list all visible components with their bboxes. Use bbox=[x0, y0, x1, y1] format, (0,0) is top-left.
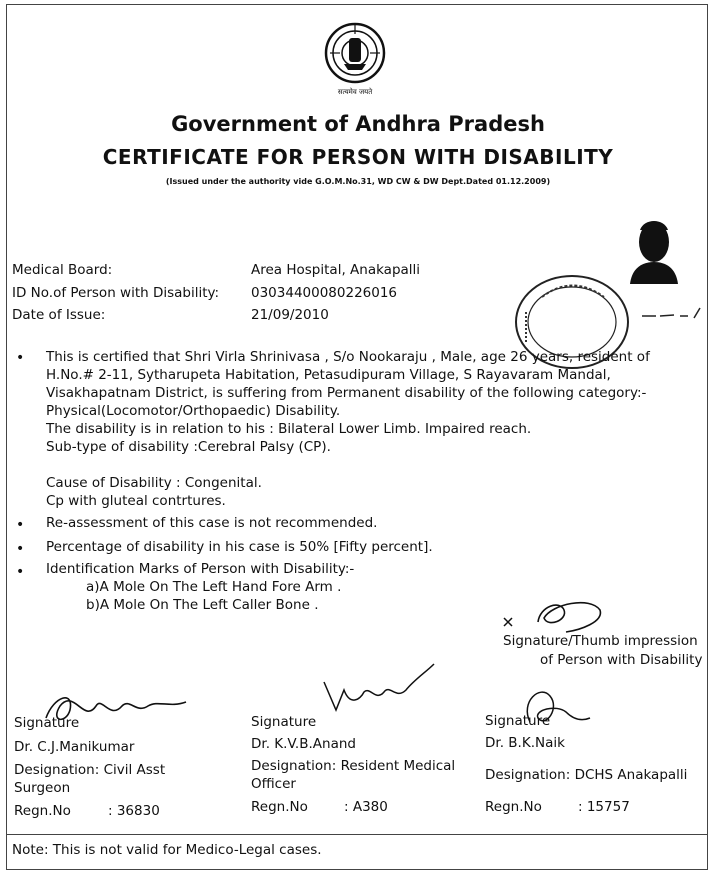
certificate-title: CERTIFICATE FOR PERSON WITH DISABILITY bbox=[102, 145, 614, 169]
bullet: • bbox=[16, 541, 25, 557]
signatory-3-name: Dr. B.K.Naik bbox=[485, 735, 565, 751]
person-signature-sublabel: of Person with Disability bbox=[540, 652, 703, 668]
signatory-2-regn-value: : A380 bbox=[344, 799, 388, 815]
signatory-3-regn-value: : 15757 bbox=[578, 799, 630, 815]
bullet: • bbox=[16, 350, 25, 366]
mark-a: a)A Mole On The Left Hand Fore Arm . bbox=[86, 579, 342, 595]
signatory-1-regn-value: : 36830 bbox=[108, 803, 160, 819]
identification-marks-title: Identification Marks of Person with Disability:- bbox=[46, 561, 355, 577]
authority-line: (Issued under the authority vide G.O.M.No.31, WD CW & DW Dept.Dated 01.12.2009) bbox=[165, 177, 551, 186]
cause-line: Cause of Disability : Congenital. bbox=[46, 475, 262, 491]
id-label: ID No.of Person with Disability: bbox=[12, 285, 220, 301]
issue-date-value: 21/09/2010 bbox=[251, 307, 329, 323]
signatory-1-signature-label: Signature bbox=[14, 715, 80, 731]
cause-line: Cp with gluteal contrtures. bbox=[46, 493, 226, 509]
para-line: This is certified that Shri Virla Shrinivasa , S/o Nookaraju , Male, age 26 years, resident of bbox=[46, 349, 650, 365]
para-line: Physical(Locomotor/Orthopaedic) Disability. bbox=[46, 403, 341, 419]
government-heading: Government of Andhra Pradesh bbox=[171, 112, 545, 136]
person-signature-label: Signature/Thumb impression bbox=[503, 633, 698, 649]
seal-mark-squiggle bbox=[640, 306, 704, 320]
signatory-2-designation: Designation: Resident Medical bbox=[251, 758, 456, 774]
reassessment-text: Re-assessment of this case is not recommended. bbox=[46, 515, 378, 531]
medical-board-value: Area Hospital, Anakapalli bbox=[251, 262, 421, 278]
signatory-1-designation-cont: Surgeon bbox=[14, 780, 71, 796]
note-divider bbox=[6, 834, 708, 835]
emblem-motto: सत्यमेव जयते bbox=[337, 88, 373, 96]
bullet: • bbox=[16, 564, 25, 580]
signatory-2-name: Dr. K.V.B.Anand bbox=[251, 736, 356, 752]
id-value: 03034400080226016 bbox=[251, 285, 398, 301]
signatory-3-regn-label: Regn.No bbox=[485, 799, 542, 815]
para-line: Sub-type of disability :Cerebral Palsy (CP). bbox=[46, 439, 331, 455]
bullet: • bbox=[16, 517, 25, 533]
signatory-1-regn-label: Regn.No bbox=[14, 803, 71, 819]
cause-of-disability bbox=[46, 474, 262, 510]
signatory-2-regn-label: Regn.No bbox=[251, 799, 308, 815]
signature-scribble-2 bbox=[320, 656, 440, 718]
signatory-3-designation: Designation: DCHS Anakapalli bbox=[485, 767, 688, 783]
signatory-2-signature-label: Signature bbox=[251, 714, 317, 730]
certification-paragraph bbox=[46, 348, 650, 456]
issue-date-label: Date of Issue: bbox=[12, 307, 106, 323]
signatory-3-signature-label: Signature bbox=[485, 713, 551, 729]
para-line: H.No.# 2-11, Sytharupeta Habitation, Petasudipuram Village, S Rayavaram Mandal, bbox=[46, 367, 611, 383]
mark-b: b)A Mole On The Left Caller Bone . bbox=[86, 597, 319, 613]
signatory-1-designation: Designation: Civil Asst bbox=[14, 762, 166, 778]
validity-note: Note: This is not valid for Medico-Legal cases. bbox=[12, 842, 322, 858]
medical-board-label: Medical Board: bbox=[12, 262, 113, 278]
signatory-1-name: Dr. C.J.Manikumar bbox=[14, 739, 135, 755]
para-line: Visakhapatnam District, is suffering from Permanent disability of the following category:- bbox=[46, 385, 647, 401]
percentage-text: Percentage of disability in his case is 50% [Fifty percent]. bbox=[46, 539, 433, 555]
para-line: The disability is in relation to his : Bilateral Lower Limb. Impaired reach. bbox=[46, 421, 532, 437]
signatory-2-designation-cont: Officer bbox=[251, 776, 296, 792]
